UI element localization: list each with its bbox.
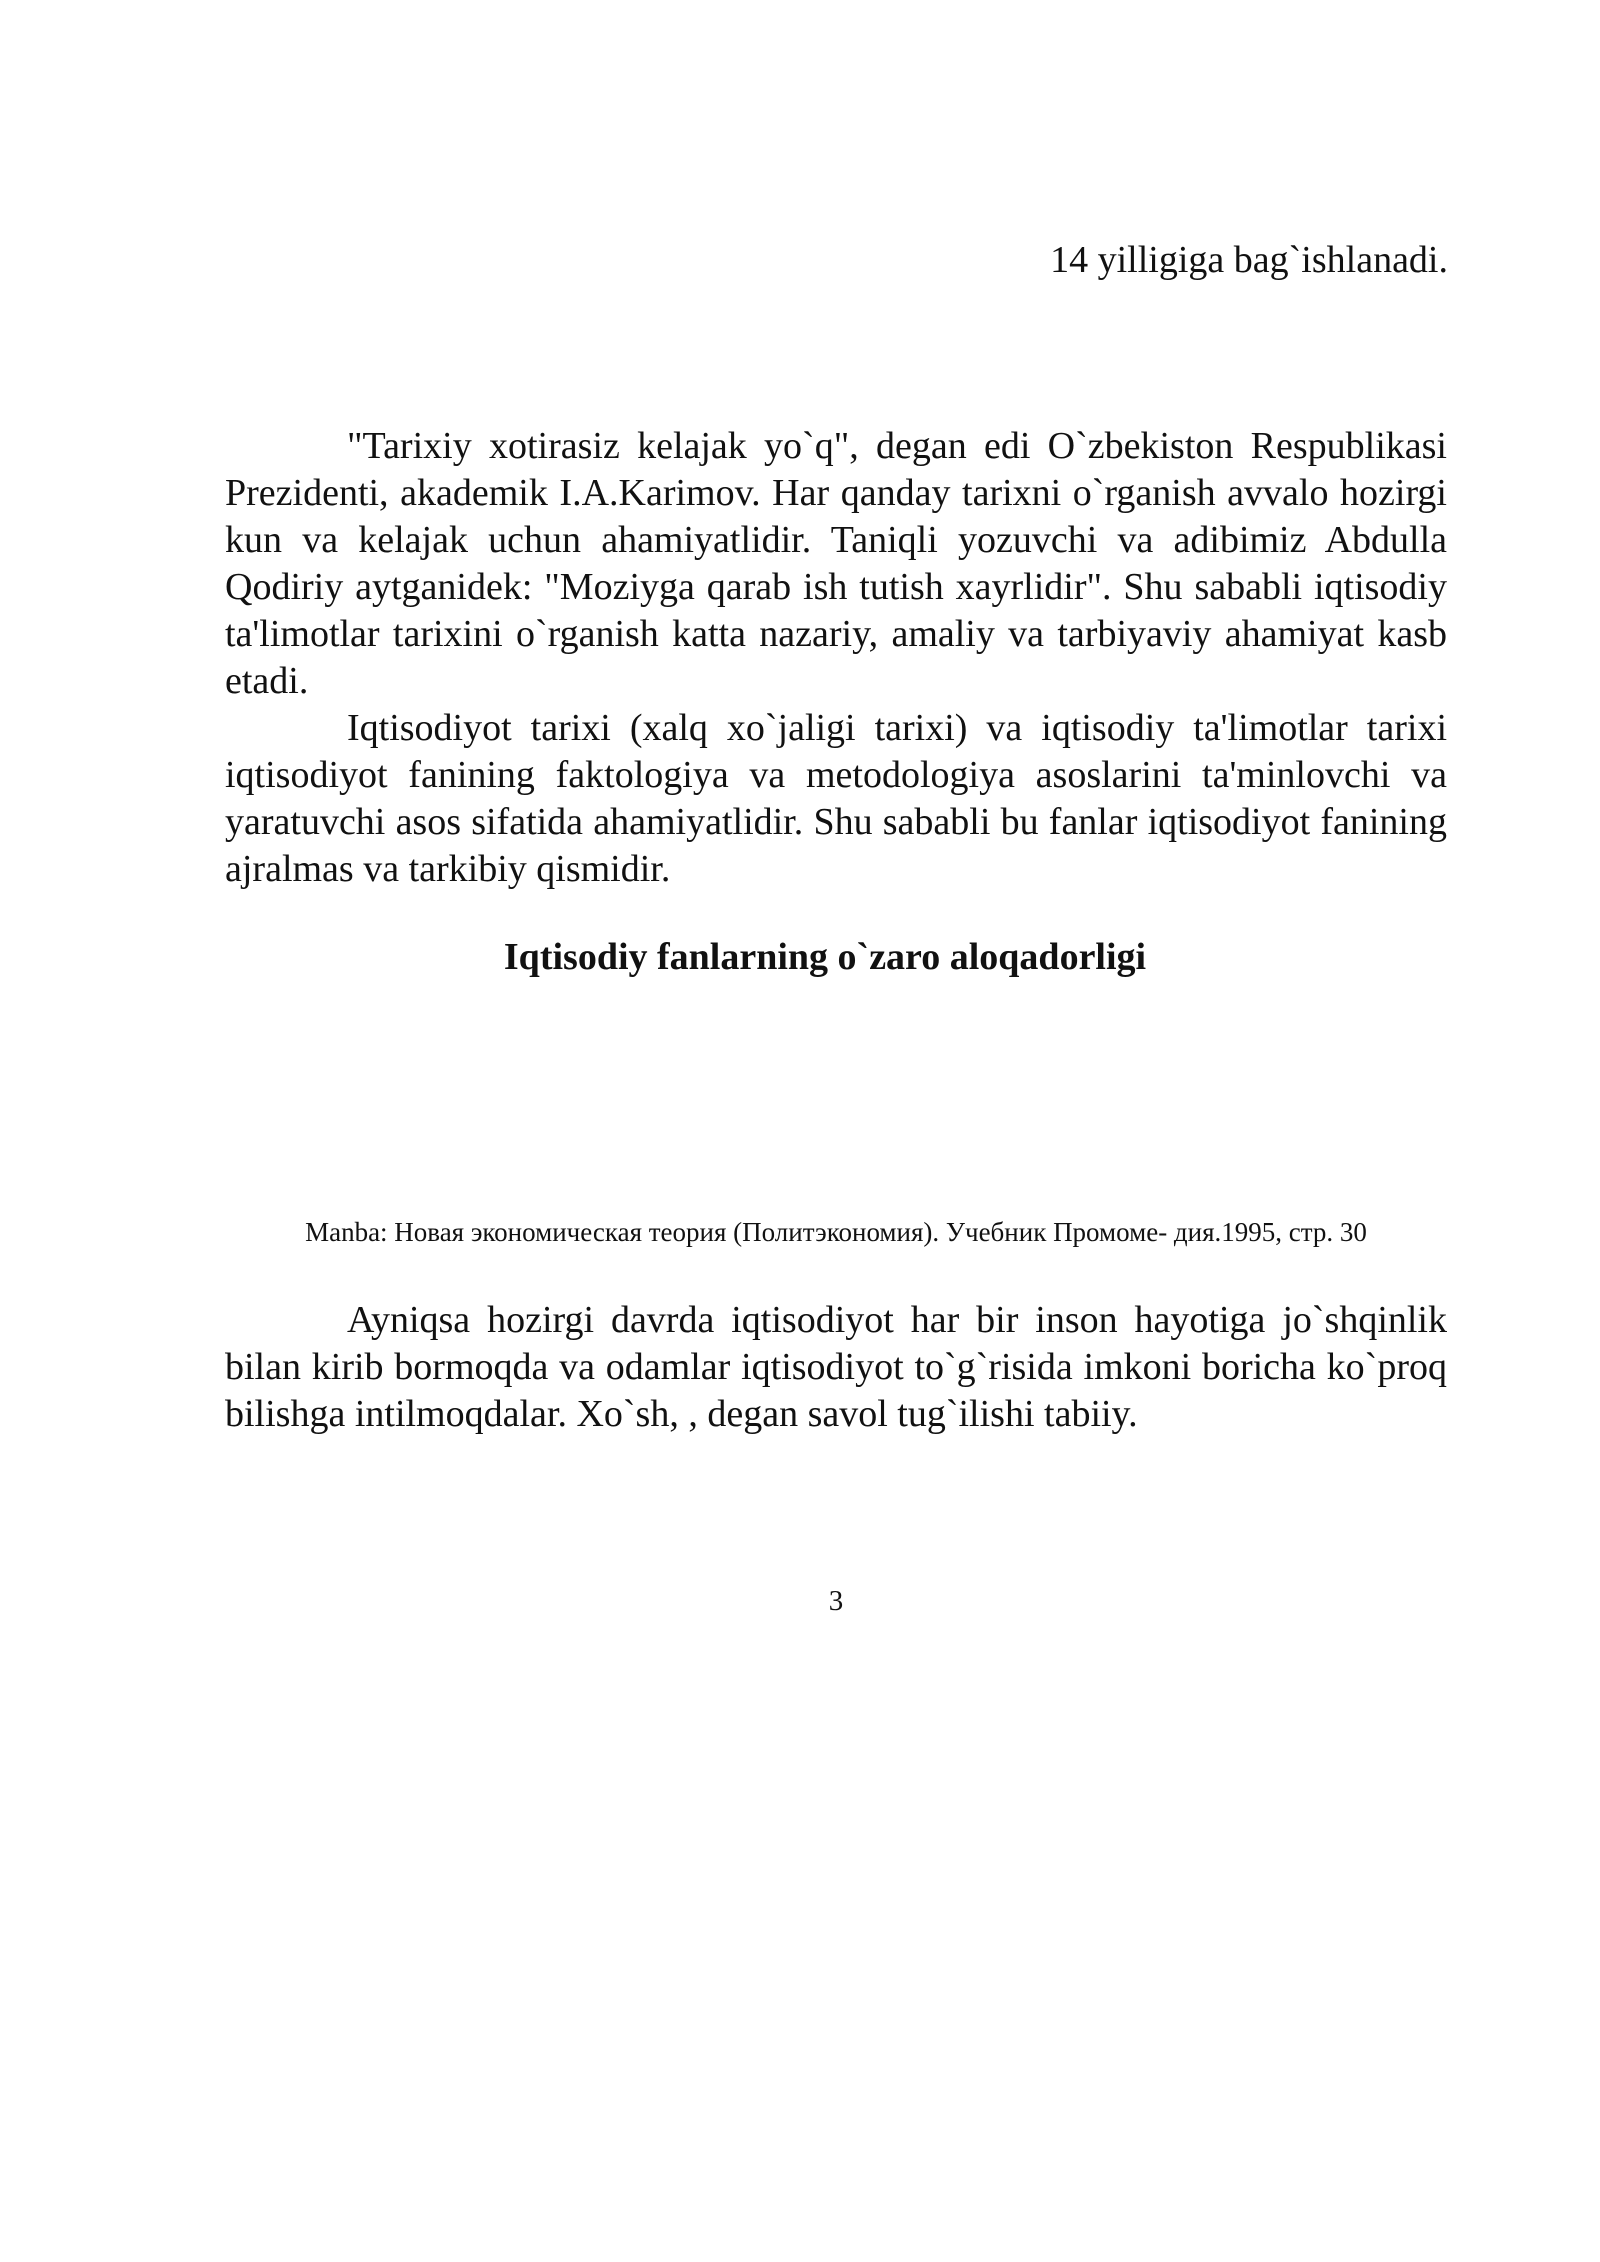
paragraph-3: Ayniqsa hozirgi davrda iqtisodiyot har bir inson hayotiga jo`shqinlik bilan kirib bormoqda va odamlar iqtisodiyot to`g`risida imkoni boricha ko`proq bilishga intilmoqdalar. Xo`sh, , degan savol tug`ilishi tabiiy. xyxy=(225,1299,1447,1435)
dedication-line: 14 yilligiga bag`ishlanadi. xyxy=(1050,239,1448,281)
closing-text-block xyxy=(225,1297,1447,1438)
paragraph-2: Iqtisodiyot tarixi (xalq xo`jaligi tarixi) va iqtisodiy ta'limotlar tarixi iqtisodiyot fanining faktologiya va metodologiya asoslarini ta'minlovchi va yaratuvchi asos sifatida ahamiyatlidir. Shu sababli bu fanlar iqtisodiyot fanining ajralmas va tarkibiy qismidir. xyxy=(225,707,1447,890)
page-number: 3 xyxy=(828,1585,844,1617)
paragraph-1: "Tarixiy xotirasiz kelajak yo`q", degan edi O`zbekiston Respublikasi Prezidenti, akademik I.A.Karimov. Har qanday tarixni o`rganish avvalo hozirgi kun va kelajak uchun ahamiyatlidir. Taniqli yozuvchi va adibimiz Abdulla Qodiriy aytganidek: "Moziyga qarab ish tutish xayrlidir". Shu sababli iqtisodiy ta'limotlar tarixini o`rganish katta nazariy, amaliy va tarbiyaviy ahamiyat kasb etadi. xyxy=(225,425,1447,702)
source-note: Manba: Новая экономическая теория (Политэкономия). Учебник Промоме- дия.1995, стр. 30 xyxy=(305,1217,1367,1247)
section-heading: Iqtisodiy fanlarning o`zaro aloqadorligi xyxy=(503,936,1147,978)
intro-text-block xyxy=(225,423,1447,893)
